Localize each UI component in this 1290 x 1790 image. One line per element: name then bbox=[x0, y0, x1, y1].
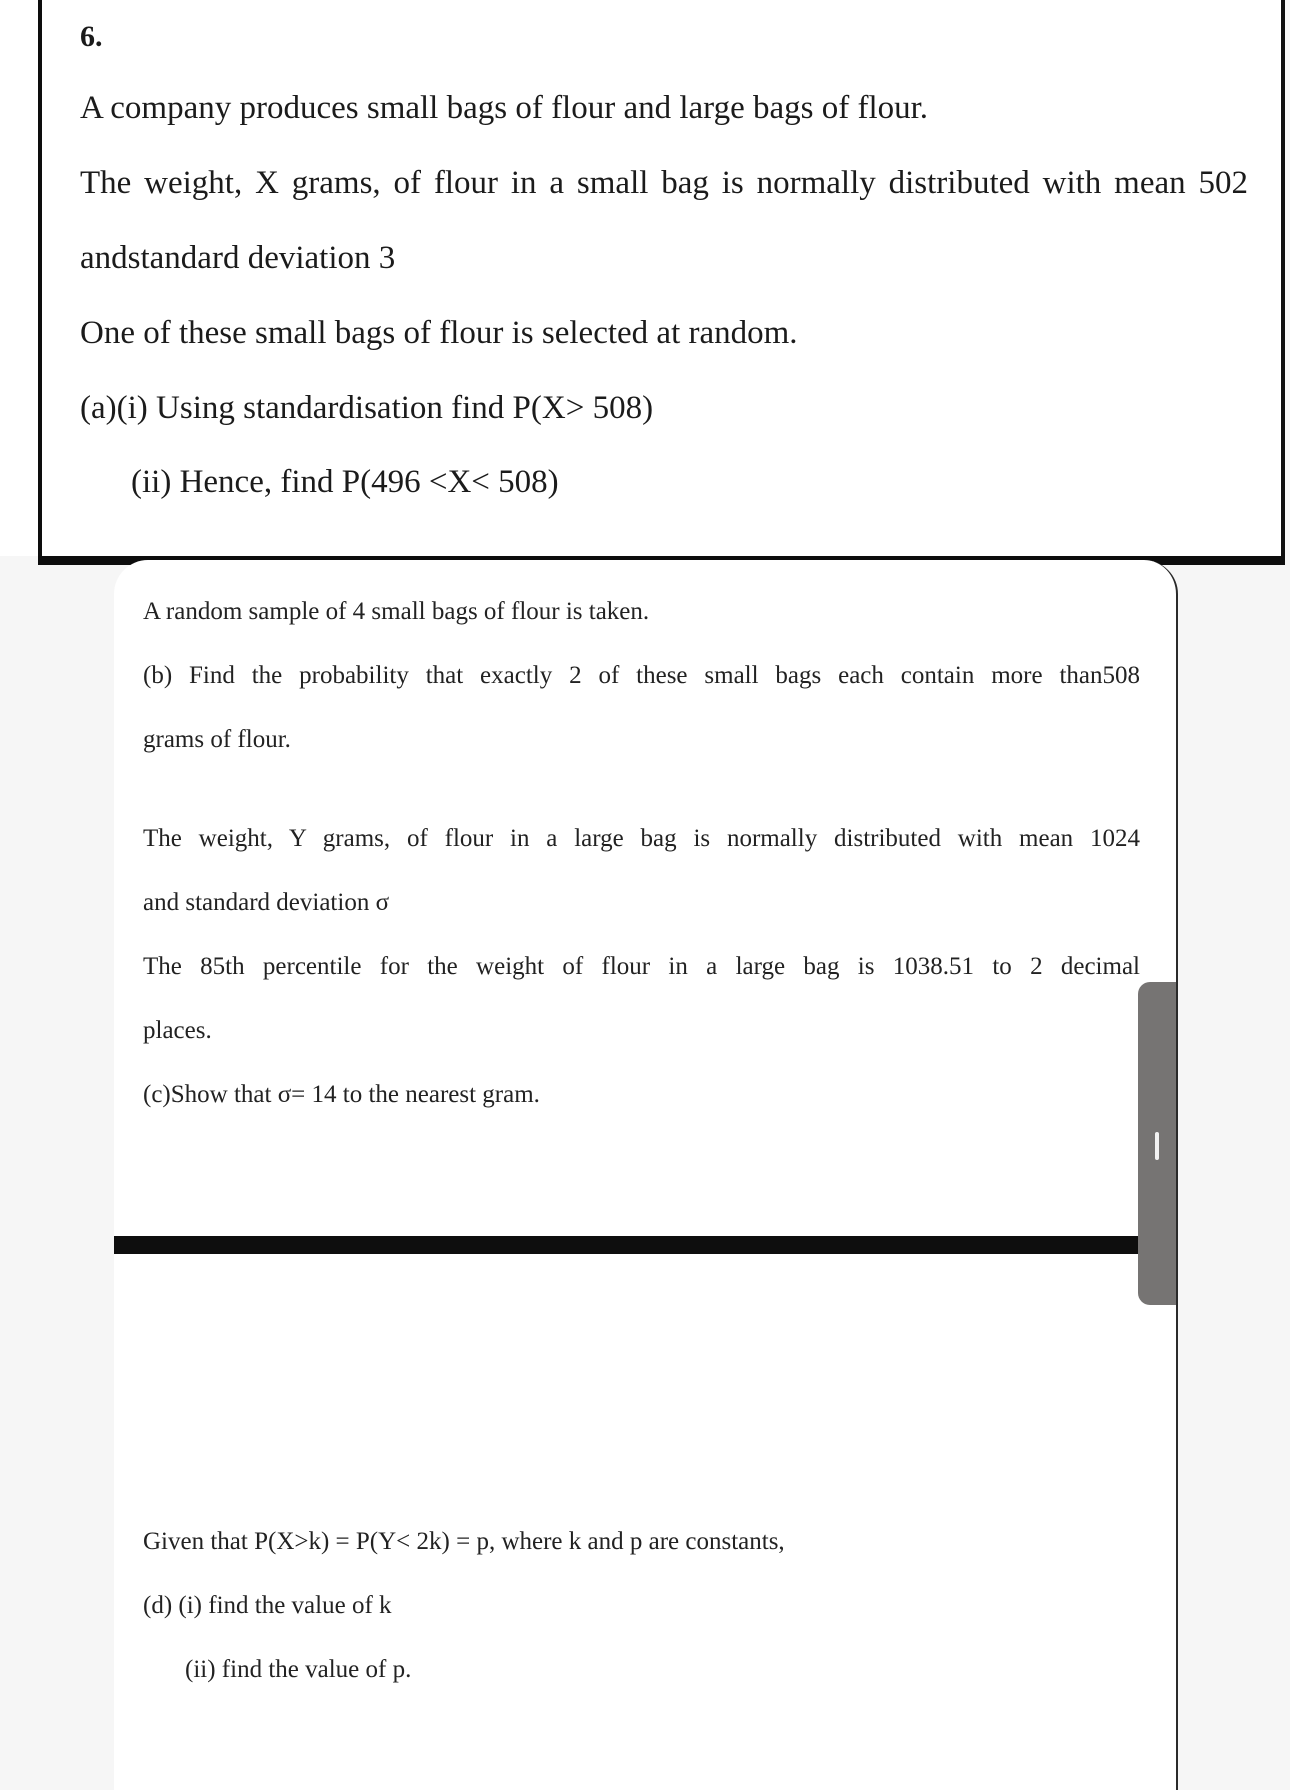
part-b-continuation: grams of flour. bbox=[143, 726, 291, 753]
panel-border-right bbox=[1281, 0, 1285, 565]
percentile-continuation: places. bbox=[143, 1017, 212, 1044]
part-a-ii: (ii) Hence, find P(496 <X< 508) bbox=[131, 464, 559, 500]
sample-line: A random sample of 4 small bags of flour is taken. bbox=[143, 598, 650, 625]
random-selection-line: One of these small bags of flour is selected at random. bbox=[80, 315, 798, 351]
divider-rule bbox=[114, 1236, 1140, 1254]
part-a-i: (a)(i) Using standardisation find P(X> 508) bbox=[80, 390, 654, 426]
part-c-line: (c)Show that σ= 14 to the nearest gram. bbox=[143, 1081, 540, 1108]
scroll-handle[interactable] bbox=[1138, 982, 1176, 1305]
large-bag-distribution-line: The weight, Y grams, of flour in a large bag is normally distributed with mean 1024 bbox=[143, 825, 1140, 852]
scroll-grip-icon bbox=[1155, 1132, 1159, 1160]
small-bag-distribution-line: The weight, X grams, of flour in a small bag is normally distributed with mean 502 bbox=[80, 165, 1248, 201]
part-b-line: (b) Find the probability that exactly 2 of these small bags each contain more than508 bbox=[143, 662, 1140, 689]
part-d-i: (d) (i) find the value of k bbox=[143, 1592, 392, 1619]
part-d-ii: (ii) find the value of p. bbox=[185, 1656, 412, 1683]
panel-border-left bbox=[38, 0, 42, 565]
intro-line: A company produces small bags of flour and large bags of flour. bbox=[80, 90, 929, 126]
given-line: Given that P(X>k) = P(Y< 2k) = p, where k and p are constants, bbox=[143, 1528, 785, 1555]
large-bag-sigma-line: and standard deviation σ bbox=[143, 889, 390, 916]
percentile-line: The 85th percentile for the weight of flour in a large bag is 1038.51 to 2 decimal bbox=[143, 953, 1140, 980]
question-number: 6. bbox=[80, 20, 103, 53]
standard-deviation-line: andstandard deviation 3 bbox=[80, 240, 396, 276]
